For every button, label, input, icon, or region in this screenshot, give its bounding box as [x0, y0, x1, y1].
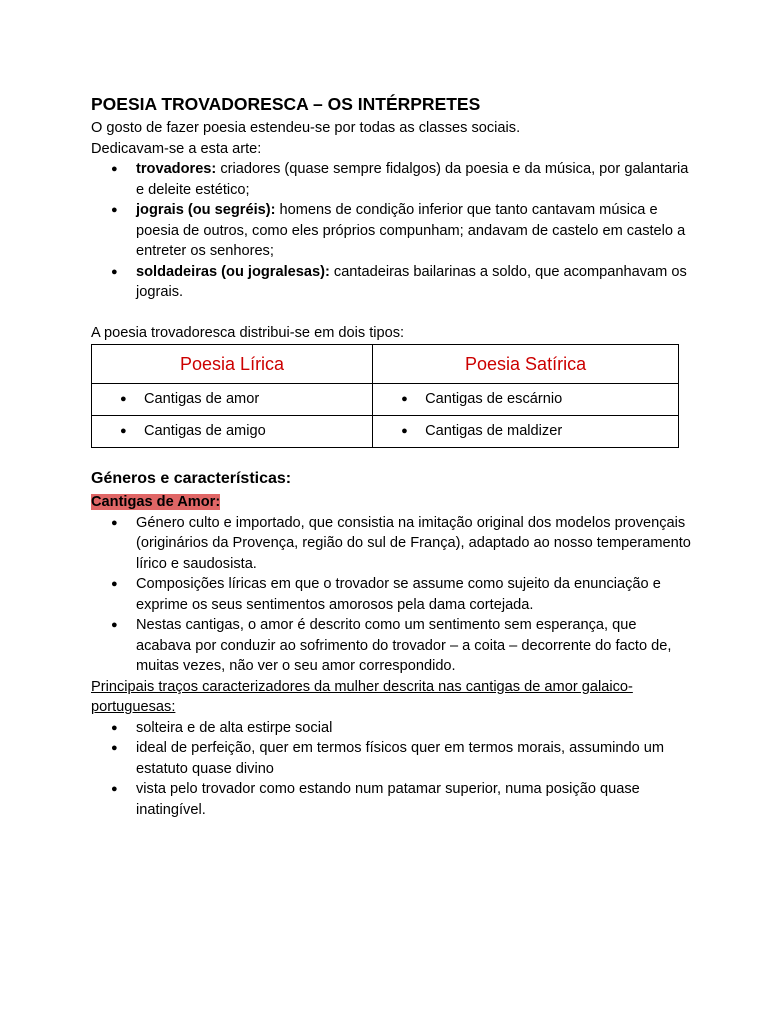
intro-line-2: Dedicavam-se a esta arte:: [91, 140, 262, 157]
table-cell: ● Cantigas de amor: [92, 384, 373, 416]
document-page: [91, 93, 691, 820]
section-heading-generos: Géneros e características:: [91, 470, 292, 487]
list-item: ● jograis (ou segréis): homens de condição inferior que tanto cantavam música e poesia de outros, como eles próprios compunham; andavam de castelo em castelo a entreter os senhores;: [91, 200, 691, 262]
list-item: ● soldadeiras (ou jogralesas): cantadeiras bailarinas a soldo, que acompanhavam os jograis.: [91, 262, 691, 303]
tipos-table: [91, 344, 679, 448]
table-header-lirica: Poesia Lírica: [92, 345, 373, 384]
table-cell: ● Cantigas de escárnio: [373, 384, 679, 416]
tipos-intro: A poesia trovadoresca distribui-se em dois tipos:: [91, 324, 405, 341]
list-item: ● Nestas cantigas, o amor é descrito como um sentimento sem esperança, que acabava por conduzir ao sofrimento do trovador – a coita – decorrente do facto de, muitas vezes, não ver o seu amor correspondido.: [91, 615, 691, 677]
table-cell: ● Cantigas de maldizer: [373, 416, 679, 448]
table-header-satirica: Poesia Satírica: [373, 345, 679, 384]
highlighted-subheading: Cantigas de Amor:: [91, 494, 221, 510]
mulher-list: [91, 718, 691, 821]
cantigas-amor-list: [91, 513, 691, 677]
list-item: ● Género culto e importado, que consistia na imitação original dos modelos provençais (originários da Provença, região do sul de França), adaptado ao nosso temperamento lírico e saudosista.: [91, 513, 691, 575]
table-cell: ● Cantigas de amigo: [92, 416, 373, 448]
list-item: ● Composições líricas em que o trovador se assume como sujeito da enunciação e exprime os seus sentimentos amorosos pela dama cortejada.: [91, 574, 691, 615]
table-row: [92, 384, 679, 416]
table-header-row: [92, 345, 679, 384]
list-item: ● vista pelo trovador como estando num patamar superior, numa posição quase inatingível.: [91, 779, 691, 820]
interpretes-list: [91, 159, 691, 303]
table-row: [92, 416, 679, 448]
mulher-subtitle: Principais traços caracterizadores da mulher descrita nas cantigas de amor galaico-portuguesas:: [91, 678, 633, 715]
page-title: POESIA TROVADORESCA – OS INTÉRPRETES: [91, 94, 481, 114]
list-item: ● solteira e de alta estirpe social: [91, 718, 691, 739]
intro-line-1: O gosto de fazer poesia estendeu-se por todas as classes sociais.: [91, 120, 521, 136]
list-item: ● ideal de perfeição, quer em termos físicos quer em termos morais, assumindo um estatuto quase divino: [91, 738, 691, 779]
list-item: ● trovadores: criadores (quase sempre fidalgos) da poesia e da música, por galantaria e deleite estético;: [91, 159, 691, 200]
